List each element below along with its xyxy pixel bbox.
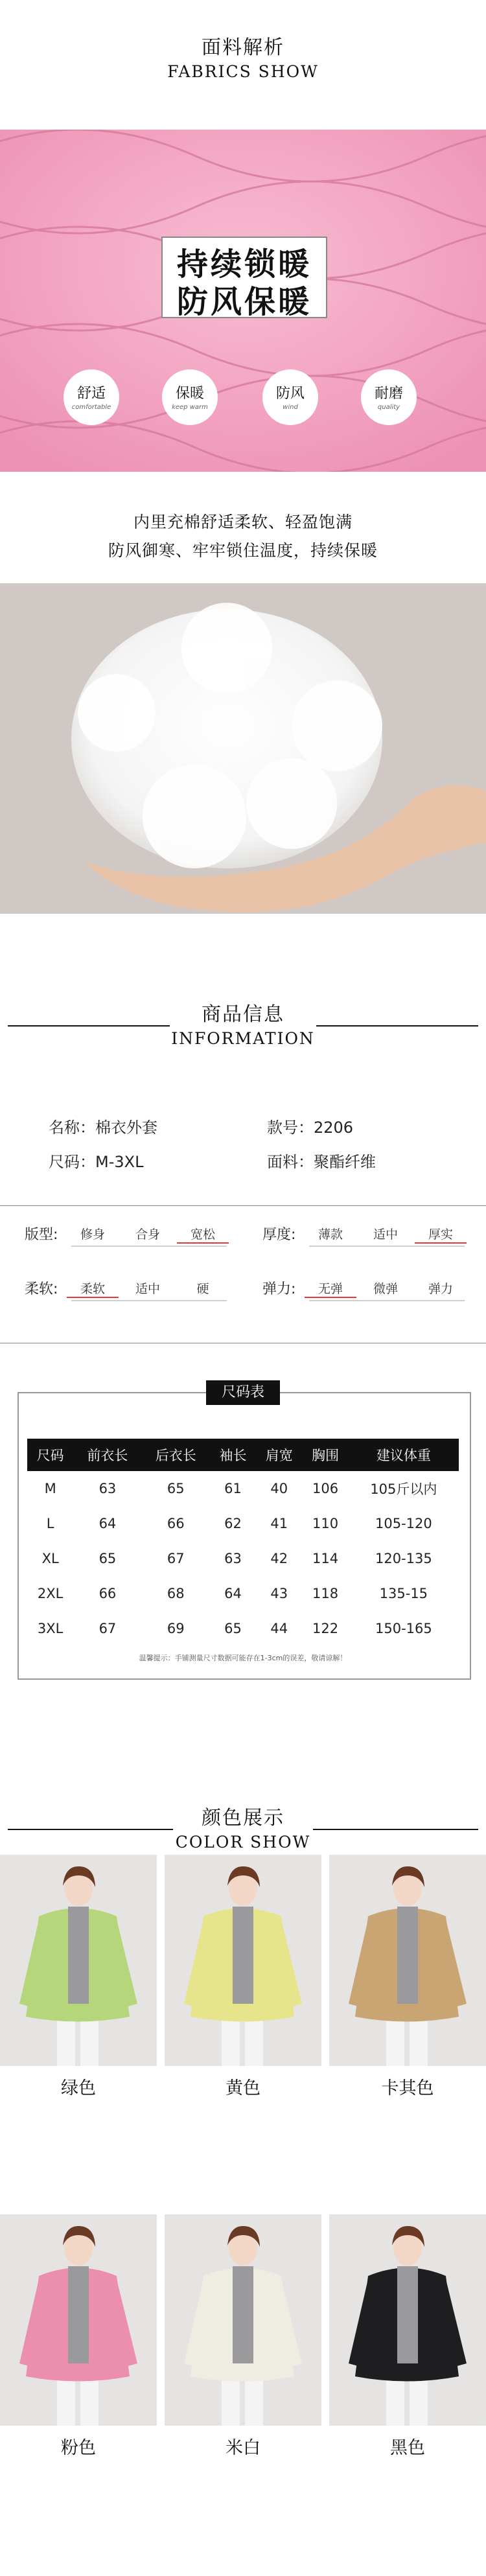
table-cell: 150-165 xyxy=(375,1621,432,1636)
product-style-number: 款号：2206 xyxy=(267,1119,354,1137)
table-cell: 106 xyxy=(312,1481,339,1496)
color-caption: 米白 xyxy=(226,2438,260,2458)
header-line-left xyxy=(8,1025,170,1027)
model-silhouette xyxy=(165,2214,321,2426)
spec-option-selected: 厚实 xyxy=(415,1225,467,1244)
spec-option: 修身 xyxy=(80,1227,105,1242)
fabrics-title-cn: 面料解析 xyxy=(202,36,284,59)
table-cell: 43 xyxy=(270,1586,288,1601)
model-silhouette xyxy=(329,1855,486,2066)
color-caption: 黄色 xyxy=(226,2078,260,2098)
color-show-header xyxy=(0,1802,486,1851)
fabric-closeup-image xyxy=(0,130,486,472)
spec-label: 柔软: xyxy=(25,1281,58,1297)
spec-option: 合身 xyxy=(135,1227,160,1242)
table-cell: 67 xyxy=(98,1621,117,1636)
color-photo-pink xyxy=(0,2214,157,2426)
table-cell: 41 xyxy=(270,1516,288,1531)
spec-option: 弹力 xyxy=(428,1282,453,1296)
color-caption: 黑色 xyxy=(390,2438,425,2458)
table-cell: 120-135 xyxy=(375,1551,432,1566)
color-photo-black xyxy=(329,2214,486,2426)
feature-sublabel: wind xyxy=(283,404,298,411)
table-cell: M xyxy=(44,1481,56,1496)
spec-option: 硬 xyxy=(196,1282,209,1296)
model-silhouette xyxy=(165,1855,321,2066)
table-row xyxy=(27,1576,459,1611)
feature-label: 保暖 xyxy=(175,386,204,402)
table-cell: 44 xyxy=(270,1621,288,1636)
spec-option-selected: 柔软 xyxy=(67,1279,119,1298)
table-cell: 61 xyxy=(224,1481,242,1496)
spec-option: 薄款 xyxy=(318,1227,343,1242)
table-cell: XL xyxy=(41,1551,59,1566)
color-caption: 绿色 xyxy=(61,2078,96,2098)
feature-label: 耐磨 xyxy=(374,386,403,402)
table-cell: 105-120 xyxy=(375,1516,432,1531)
cotton-filling-image xyxy=(0,583,486,914)
spec-scale-bar xyxy=(71,1246,227,1247)
spec-label: 版型: xyxy=(25,1227,58,1243)
table-cell: L xyxy=(46,1516,54,1531)
table-cell: 114 xyxy=(312,1551,339,1566)
table-cell: 63 xyxy=(98,1481,117,1496)
cotton-in-hand-illustration xyxy=(0,583,486,914)
information-header xyxy=(0,998,486,1048)
color-photo-yellow xyxy=(165,1855,321,2066)
size-chart-badge: 尺码表 xyxy=(206,1380,280,1405)
callout-line-1: 持续锁暖 xyxy=(176,246,312,283)
size-chart-note: 温馨提示：手铺测量尺寸数据可能存在1-3cm的误差，敬请谅解！ xyxy=(139,1654,347,1662)
table-cell: 62 xyxy=(224,1516,242,1531)
callout-line-2: 防风保暖 xyxy=(176,284,312,320)
feature-quality-badge xyxy=(361,369,417,425)
color-show-title-cn: 颜色展示 xyxy=(202,1807,284,1829)
color-photo-green xyxy=(0,1855,157,2066)
information-title-cn: 商品信息 xyxy=(202,1003,284,1026)
feature-label: 防风 xyxy=(275,386,305,402)
table-cell: 63 xyxy=(224,1551,242,1566)
table-cell: 65 xyxy=(98,1551,117,1566)
spec-scale-bar xyxy=(71,1300,227,1301)
spec-option: 适中 xyxy=(135,1282,160,1296)
spec-scale-bar xyxy=(309,1300,465,1301)
table-cell: 64 xyxy=(224,1586,242,1601)
table-cell: 65 xyxy=(167,1481,185,1496)
table-cell: 40 xyxy=(270,1481,288,1496)
table-row xyxy=(27,1506,459,1541)
information-title-en: INFORMATION xyxy=(171,1029,315,1048)
table-cell: 69 xyxy=(167,1621,185,1636)
table-cell: 105斤以内 xyxy=(370,1481,437,1497)
fabric-desc-line-1: 内里充棉舒适柔软、轻盈饱满 xyxy=(133,513,353,531)
header-line-right xyxy=(316,1025,478,1027)
product-size-range: 尺码：M-3XL xyxy=(49,1153,144,1171)
size-col-header: 胸围 xyxy=(302,1439,348,1471)
spec-label: 弹力: xyxy=(262,1281,296,1297)
table-cell: 67 xyxy=(167,1551,185,1566)
table-row xyxy=(27,1471,459,1506)
header-line-right xyxy=(313,1829,478,1830)
feature-sublabel: keep warm xyxy=(172,404,208,411)
color-photo-khaki xyxy=(329,1855,486,2066)
table-cell: 3XL xyxy=(37,1621,64,1636)
color-show-title-en: COLOR SHOW xyxy=(175,1833,311,1851)
size-chart-table xyxy=(27,1439,459,1646)
feature-sublabel: comfortable xyxy=(71,404,111,411)
size-col-header: 尺码 xyxy=(27,1439,73,1471)
size-col-header: 肩宽 xyxy=(256,1439,302,1471)
table-cell: 122 xyxy=(312,1621,339,1636)
spec-option-selected: 宽松 xyxy=(177,1225,229,1244)
model-silhouette xyxy=(0,1855,157,2066)
feature-label: 舒适 xyxy=(76,386,106,402)
table-cell: 42 xyxy=(270,1551,288,1566)
header-line-left xyxy=(8,1829,173,1830)
fabrics-title-en: FABRICS SHOW xyxy=(167,62,319,81)
model-silhouette xyxy=(329,2214,486,2426)
size-col-header: 前衣长 xyxy=(73,1439,141,1471)
table-cell: 66 xyxy=(167,1516,185,1531)
feature-sublabel: quality xyxy=(377,404,400,411)
color-caption: 粉色 xyxy=(61,2438,96,2458)
fabrics-header xyxy=(0,31,486,81)
table-cell: 118 xyxy=(312,1586,339,1601)
size-col-header: 建议体重 xyxy=(349,1439,459,1471)
table-cell: 110 xyxy=(312,1516,339,1531)
warmth-callout-box xyxy=(161,237,327,318)
fabric-desc-line-2: 防风御寒、牢牢锁住温度，持续保暖 xyxy=(108,541,378,560)
table-cell: 135-15 xyxy=(379,1586,428,1601)
feature-wind-badge xyxy=(262,369,318,425)
spec-option-selected: 无弹 xyxy=(305,1279,356,1298)
size-col-header: 袖长 xyxy=(210,1439,256,1471)
feature-comfortable-badge xyxy=(64,369,119,425)
divider xyxy=(0,1205,486,1206)
size-table-header-row xyxy=(27,1439,459,1471)
table-row xyxy=(27,1611,459,1646)
color-photo-off-white xyxy=(165,2214,321,2426)
spec-label: 厚度: xyxy=(262,1227,296,1243)
table-cell: 2XL xyxy=(37,1586,64,1601)
table-cell: 68 xyxy=(167,1586,185,1601)
table-cell: 64 xyxy=(98,1516,117,1531)
model-silhouette xyxy=(0,2214,157,2426)
product-material: 面料：聚酯纤维 xyxy=(267,1153,376,1171)
product-name: 名称：棉衣外套 xyxy=(49,1119,157,1137)
size-col-header: 后衣长 xyxy=(142,1439,210,1471)
table-cell: 66 xyxy=(98,1586,117,1601)
feature-keep-warm-badge xyxy=(162,369,218,425)
spec-option: 适中 xyxy=(373,1227,398,1242)
color-caption: 卡其色 xyxy=(381,2078,434,2098)
table-cell: 65 xyxy=(224,1621,242,1636)
spec-option: 微弹 xyxy=(373,1282,398,1296)
spec-scale-bar xyxy=(309,1246,465,1247)
table-row xyxy=(27,1541,459,1576)
